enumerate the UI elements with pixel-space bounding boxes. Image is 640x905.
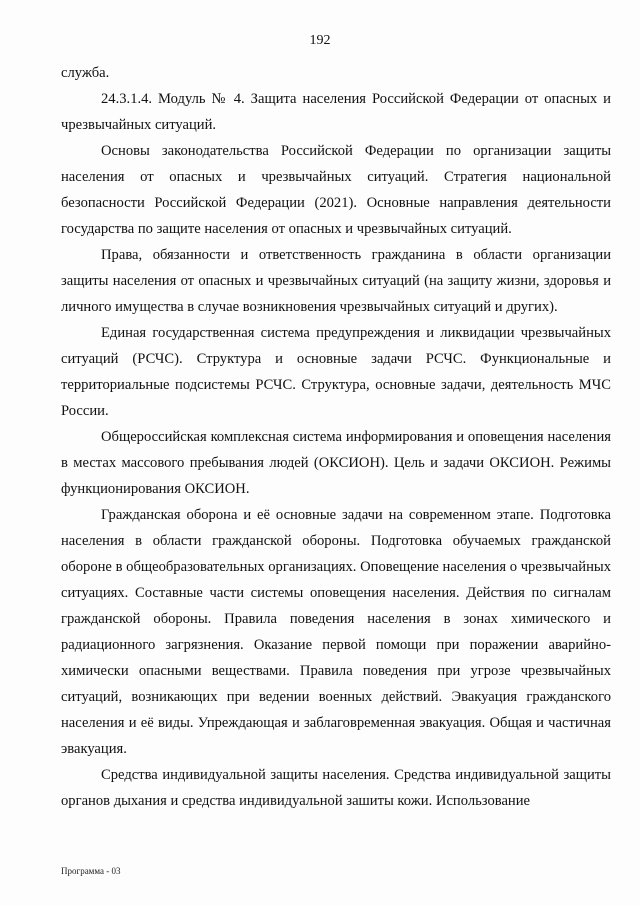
body-text bbox=[61, 60, 611, 814]
paragraph: Средства индивидуальной защиты населения. Средства индивидуальной защиты органов дыхания и средства индивидуальной зашиты кожи. Использование bbox=[61, 767, 611, 809]
section-heading: 24.3.1.4. Модуль № 4. Защита населения Российской Федерации от опасных и чрезвычайных ситуаций. bbox=[61, 91, 611, 133]
paragraph: Права, обязанности и ответственность гражданина в области организации защиты населения от опасных и чрезвычайных ситуаций (на защиту жизни, здоровья и личного имущества в случае возникновения чрезвычайных ситуаций и других). bbox=[61, 247, 611, 315]
page-footer: Программа - 03 bbox=[61, 866, 121, 876]
paragraph-continuation: служба. bbox=[61, 65, 110, 81]
paragraph: Гражданская оборона и её основные задачи на современном этапе. Подготовка населения в области гражданской обороны. Подготовка обучаемых гражданской обороне в общеобразовательных организациях. Оповещение населения о чрезвычайных ситуациях. Составные части системы оповещения населения. Действия по сигналам гражданской обороны. Правила поведения населения в зонах химического и радиационного загрязнения. Оказание первой помощи при поражении аварийно-химически опасными веществами. Правила поведения при угрозе чрезвычайных ситуаций, возникающих при ведении военных действий. Эвакуация гражданского населения и её виды. Упреждающая и заблаговременная эвакуация. Общая и частичная эвакуация. bbox=[61, 507, 611, 757]
paragraph: Единая государственная система предупреждения и ликвидации чрезвычайных ситуаций (РСЧС). Структура и основные задачи РСЧС. Функциональные и территориальные подсистемы РСЧС. Структура, основные задачи, деятельность МЧС России. bbox=[61, 325, 611, 419]
paragraph: Общероссийская комплексная система информирования и оповещения населения в местах массового пребывания людей (ОКСИОН). Цель и задачи ОКСИОН. Режимы функционирования ОКСИОН. bbox=[61, 429, 611, 497]
page-number: 192 bbox=[309, 33, 331, 48]
paragraph: Основы законодательства Российской Федерации по организации защиты населения от опасных и чрезвычайных ситуаций. Стратегия национальной безопасности Российской Федерации (2021). Основные направления деятельности государства по защите населения от опасных и чрезвычайных ситуаций. bbox=[61, 143, 611, 237]
